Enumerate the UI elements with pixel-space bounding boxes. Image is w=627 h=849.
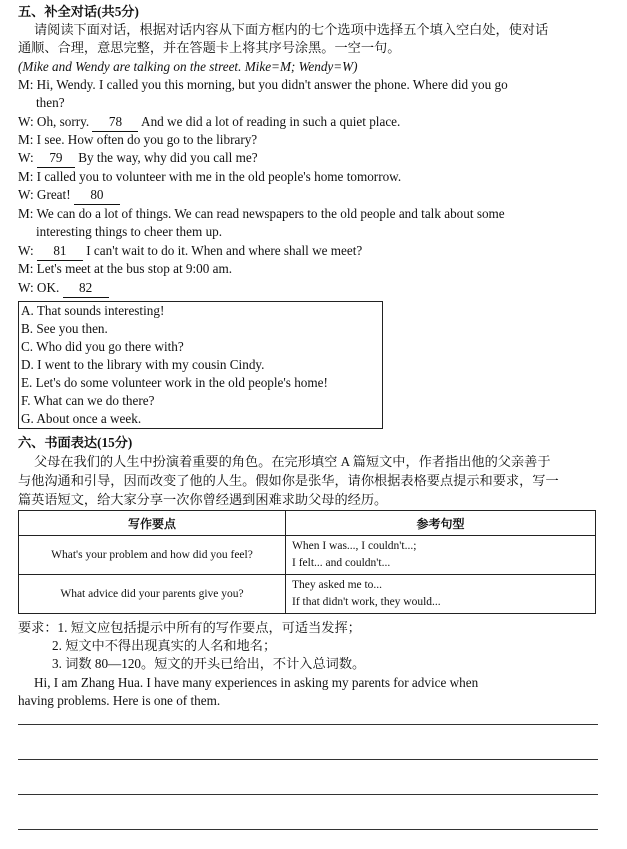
section5-title: 五、补全对话(共5分): [18, 4, 139, 19]
requirements: 要求：1. 短文应包括提示中所有的写作要点，可适当发挥；: [18, 620, 361, 635]
speaker-text: By the way, why did you call me?: [78, 150, 258, 165]
speaker-text: W:: [18, 243, 34, 258]
section6-paragraph: 与他沟通和引导，因而改变了他的人生。假如你是张华，请你根据表格要点提示和要求，写一: [18, 473, 559, 488]
answer-blank-79[interactable]: 79: [37, 149, 75, 168]
table-cell: What's your problem and how did you feel?: [19, 536, 286, 575]
writing-line[interactable]: [18, 794, 598, 795]
section5-instruction-cont: 通顺、合理，意思完整，并在答题卡上将其序号涂黑。一空一句。: [18, 40, 401, 55]
writing-points-table: [18, 510, 596, 614]
writing-line[interactable]: [18, 759, 598, 760]
option-f: F. What can we do there?: [21, 393, 155, 408]
section6-paragraph: 父母在我们的人生中扮演着重要的角色。在完形填空 A 篇短文中，作者指出他的父亲善于: [34, 454, 551, 469]
sentence-pattern: When I was..., I couldn't...;: [292, 540, 417, 552]
answer-blank-78[interactable]: 78: [92, 113, 138, 132]
option-b: B. See you then.: [21, 321, 108, 336]
dialogue-context: (Mike and Wendy are talking on the street. Mike=M; Wendy=W): [18, 59, 358, 74]
dialogue-line: [18, 279, 615, 298]
answer-blank-80[interactable]: 80: [74, 186, 120, 205]
writing-line[interactable]: [18, 829, 598, 830]
writing-line[interactable]: [18, 724, 598, 725]
section6-paragraph: 篇英语短文，给大家分享一次你曾经遇到困难求助父母的经历。: [18, 492, 388, 507]
section6-title: 六、书面表达(15分): [18, 435, 133, 450]
requirements: 2. 短文中不得出现真实的人名和地名；: [52, 638, 277, 653]
table-cell: What advice did your parents give you?: [19, 575, 286, 614]
dialogue-line: M: I called you to volunteer with me in the old people's home tomorrow.: [18, 169, 402, 184]
option-a: A. That sounds interesting!: [21, 303, 165, 318]
dialogue-line: [18, 242, 615, 261]
table-header: 写作要点: [19, 511, 286, 536]
speaker-text: W: OK.: [18, 280, 60, 295]
dialogue-line: [18, 186, 615, 205]
table-cell: [286, 536, 596, 575]
dialogue-line: M: We can do a lot of things. We can read newspapers to the old people and talk about some: [18, 206, 505, 221]
options-box: [18, 301, 383, 429]
answer-blank-82[interactable]: 82: [63, 279, 109, 298]
table-header: 参考句型: [286, 511, 596, 536]
sentence-pattern: If that didn't work, they would...: [292, 596, 441, 608]
dialogue-line: then?: [36, 95, 65, 110]
table-cell: [286, 575, 596, 614]
essay-start: having problems. Here is one of them.: [18, 693, 221, 708]
option-c: C. Who did you go there with?: [21, 339, 184, 354]
speaker-text: W:: [18, 150, 34, 165]
dialogue-line: M: I see. How often do you go to the library?: [18, 132, 258, 147]
dialogue-line: [18, 113, 615, 132]
option-g: G. About once a week.: [21, 411, 142, 426]
speaker-text: I can't wait to do it. When and where shall we meet?: [86, 243, 363, 258]
speaker-text: W: Great!: [18, 187, 71, 202]
dialogue-line: M: Let's meet at the bus stop at 9:00 am.: [18, 261, 233, 276]
dialogue-line: interesting things to cheer them up.: [36, 224, 223, 239]
speaker-text: And we did a lot of reading in such a quiet place.: [141, 114, 401, 129]
option-e: E. Let's do some volunteer work in the old people's home!: [21, 375, 328, 390]
requirements: 3. 词数 80—120。短文的开头已给出，不计入总词数。: [52, 656, 366, 671]
essay-start: Hi, I am Zhang Hua. I have many experiences in asking my parents for advice when: [34, 675, 479, 690]
sentence-pattern: I felt... and couldn't...: [292, 557, 391, 569]
dialogue-line: M: Hi, Wendy. I called you this morning, but you didn't answer the phone. Where did you go: [18, 77, 508, 92]
sentence-pattern: They asked me to...: [292, 579, 383, 591]
dialogue-line: [18, 149, 615, 168]
option-d: D. I went to the library with my cousin Cindy.: [21, 357, 265, 372]
answer-blank-81[interactable]: 81: [37, 242, 83, 261]
speaker-text: W: Oh, sorry.: [18, 114, 90, 129]
section5-instruction: 请阅读下面对话，根据对话内容从下面方框内的七个选项中选择五个填入空白处，使对话: [34, 22, 549, 37]
